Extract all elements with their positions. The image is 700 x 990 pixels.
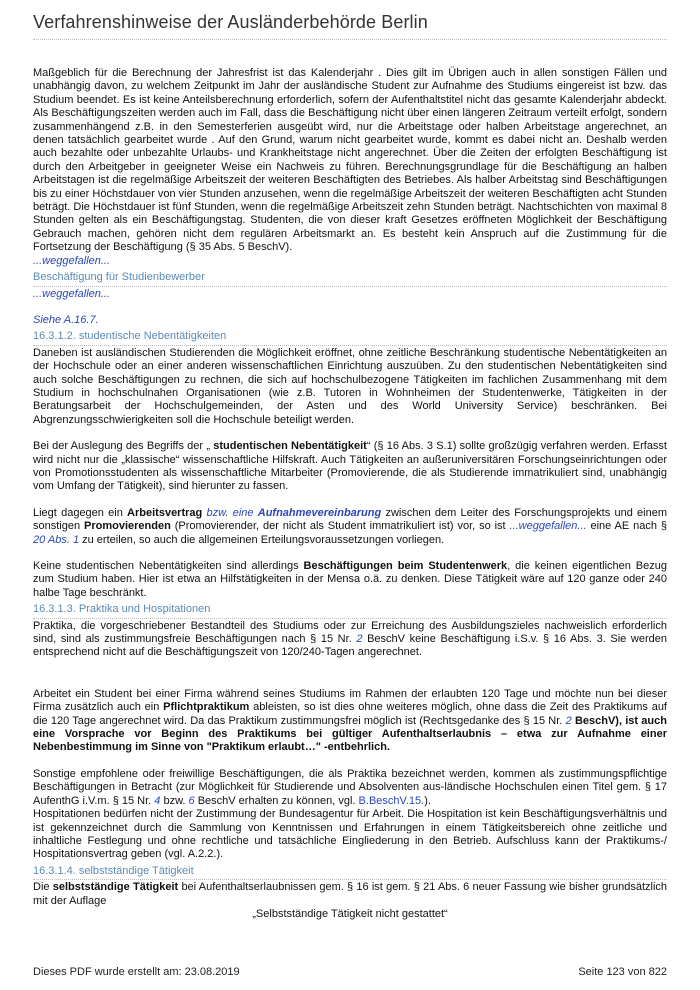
paragraph-studentenwerk: Keine studentischen Nebentätigkeiten sind allerdings Beschäftigungen beim Studentenwerk, die keinen eigentlichen Bezug zum Studium haben. Hier ist etwa an Hilfstätigkeiten in der Mensa o.ä. zu denken. Diese Tätigkeit wäre auf 120 ganze oder 240 halbe Tage beschränkt. — [33, 560, 667, 599]
nr-2-link[interactable]: 2 — [356, 633, 363, 646]
document-body — [33, 67, 667, 921]
paragraph-arbeitsvertrag: Liegt dagegen ein Arbeitsvertrag bzw. eine Aufnahmevereinbarung zwischen dem Leiter des Forschungsprojekts und einem sonstigen Promovierenden (Promovierender, der nicht als Student immatrikuliert ist) vor, so ist ...weggefallen... eine AE nach § 20 Abs. 1 zu erteilen, so auch die allgemeinen Erteilungsvoraussetzungen vorliegen. — [33, 506, 667, 546]
nr-2-link[interactable]: 2 — [565, 714, 572, 727]
bold-term: Pflichtpraktikum — [163, 701, 250, 714]
nr-4-link[interactable]: 4 — [154, 794, 161, 807]
weggefallen-link[interactable]: ...weggefallen... — [33, 287, 111, 300]
bold-term: Arbeitsvertrag — [127, 506, 203, 519]
section-20-link[interactable]: 20 Abs. 1 — [33, 533, 80, 546]
paragraph-nebentaetigkeiten: Daneben ist ausländischen Studierenden die Möglichkeit eröffnet, ohne zeitliche Beschränkung studentische Nebentätigkeiten an der Hochschule oder an einer anderen wissenschaftlichen Einrichtung auszuüben. Zu den studentischen Nebentätigkeiten sind auch solche Beschäftigungen zu rechnen, die sich auf hochschulbezogene Tätigkeiten im fachlichen Zusammenhang mit dem Studium in hochschulnahen Organisationen (wie z.B. Tutoren in Wohnheimen der Studentenwerke, Tätigkeiten in der Beratungsarbeit der Hochschulgemeinden, der Asten und des World University Service) beschränken. Bei Abgrenzungsschwierigkeiten soll die Hochschule beteiligt werden. — [33, 346, 667, 426]
bold-term: studentischen Nebentätigkeit — [213, 440, 367, 453]
paragraph-sonstige-praktika: Sonstige empfohlene oder freiwillige Beschäftigungen, die als Praktika bezeichnet werden, kommen als zustimmungspflichtige Beschäftigungen in Betracht (zur Möglichkeit für Studierende und Absolventen aus-ländische Hochschulen einen Titel gem. § 17 AufenthG i.V.m. § 15 Nr. 4 bzw. 6 BeschV erhalten zu können, vgl. B.BeschV.15.). — [33, 767, 667, 807]
section-heading-16-3-1-4: 16.3.1.4. selbstständige Tätigkeit — [33, 865, 667, 880]
bold-sentence: BeschV), ist auch eine Vorsprache vor Beginn des Praktikums bei gültiger Aufenthaltserlaubnis – etwa zur Aufnahme einer Nebenbestimmung im Sinne von "Praktikum erlaubt…" -entbehrlich. — [33, 714, 667, 754]
aufnahmevereinbarung-term: Aufnahmevereinbarung — [257, 506, 382, 519]
page-title: Verfahrenshinweise der Ausländerbehörde Berlin — [33, 12, 667, 40]
bold-term: Beschäftigungen beim Studentenwerk — [303, 560, 508, 572]
paragraph-selbststaendig: Die selbstständige Tätigkeit bei Aufenthaltserlaubnissen gem. § 16 ist gem. § 21 Abs. 6 neuer Fassung wie bisher grundsätzlich mit der Auflage — [33, 881, 668, 907]
paragraph-auslegung: Bei der Auslegung des Begriffs der „ studentischen Nebentätigkeit“ (§ 16 Abs. 3 S.1) sollte großzügig verfahren werden. Erfasst wird nicht nur die „klassische“ wissenschaftliche Hilfskraft. Auch Tätigkeiten an außeruniversitären Forschungseinrichtungen oder von Promotionsstudenten als wissenschaftliche Mitarbeiter (Promovierende, die als Studierende immatrikuliert sind, unabhängig vom Umfang der Tätigkeit), sind hierunter zu fassen. — [33, 440, 667, 493]
page-number: Seite 123 von 822 — [578, 966, 667, 978]
weggefallen-link[interactable]: ...weggefallen... — [509, 520, 587, 533]
bold-term: Promovierenden — [83, 520, 171, 533]
section-heading-16-3-1-2: 16.3.1.2. studentische Nebentätigkeiten — [33, 330, 667, 345]
bold-term: selbstständige Tätigkeit — [52, 881, 179, 894]
siehe-link[interactable]: Siehe A.16.7. — [33, 313, 99, 326]
inserted-text: bzw. eine — [202, 506, 258, 519]
quote-auflage: „Selbstständige Tätigkeit nicht gestattet“ — [252, 907, 448, 920]
beschv-15-link[interactable]: B.BeschV.15. — [358, 794, 425, 807]
section-heading-studienbewerber: Beschäftigung für Studienbewerber — [33, 271, 667, 286]
paragraph-pflichtpraktikum: Arbeitet ein Student bei einer Firma während seines Studiums im Rahmen der erlaubten 120 Tage und möchte nun bei dieser Firma zusätzlich auch ein Pflichtpraktikum ableisten, so ist dies ohne weiteres möglich, ohne dass die Zeit des Praktikums auf die 120 Tage angerechnet wird. Da das Praktikum zustimmungsfrei möglich ist (Rechtsgedanke des § 15 Nr. 2 BeschV), ist auch eine Vorsprache vor Beginn des Praktikums bei gültiger Aufenthaltserlaubnis – etwa zur Aufnahme einer Nebenbestimmung im Sinne von "Praktikum erlaubt…" -entbehrlich. — [33, 687, 667, 754]
paragraph-praktika: Praktika, die vorgeschriebener Bestandteil des Studiums oder zur Erreichung des Ausbildungszieles nachweislich erforderlich sind, sind als zustimmungsfreie Beschäftigungen nach § 15 Nr. 2 BeschV keine Beschäftigung i.S.v. § 16 Abs. 3. Sie werden entsprechend nicht auf die Beschäftigungszeit von 120/240-Tagen angerechnet. — [33, 619, 667, 659]
section-heading-16-3-1-3: 16.3.1.3. Praktika und Hospitationen — [33, 603, 667, 618]
nr-6-link[interactable]: 6 — [188, 794, 195, 807]
paragraph-jahresfrist: Maßgeblich für die Berechnung der Jahresfrist ist das Kalenderjahr . Dies gilt im Übrigen auch in allen sonstigen Fällen und unabhängig davon, zu welchem Zeitpunkt im Jahr der ausländische Student zur Aufnahme des Studiums eingereist ist bzw. das Studium beendet. Es ist keine Anteilsberechnung erforderlich, sofern der Aufenthaltstitel nicht das gesamte Kalenderjahr abdeckt. Als Beschäftigungszeiten werden auch im Fall, dass die Beschäftigung nicht über einen längeren Zeitraum verteilt erfolgt, sondern zusammenhängend z.B. in den Semesterferien ausgeübt wird, nur die Arbeitstage oder halben Arbeitstage angerechnet, an denen tatsächlich gearbeitet wurde . Auf den Grund, warum nicht gearbeitet wurde, kommt es dabei nicht an. Deshalb werden auch bezahlte oder unbezahlte Urlaubs- und Krankheitstage nicht angerechnet. Über die Zeiten der erfolgten Beschäftigung ist durch den Arbeitgeber in geeigneter Weise ein Nachweis zu führen. Berechnungsgrundlage für die Beschäftigung an halben Arbeitstagen ist die regelmäßige Arbeitszeit der weiteren Beschäftigten des Betriebes. Als halber Arbeitstag sind Beschäftigungen bis zu einer Höchstdauer von vier Stunden anzusehen, wenn die regelmäßige Arbeitszeit der weiteren Beschäftigten acht Stunden beträgt. Die Höchstdauer ist fünf Stunden, wenn die regelmäßige Arbeitszeit zehn Stunden beträgt. Nachtschichten von maximal 8 Stunden gelten als ein Beschäftigungstag. Studenten, die von dieser kraft Gesetzes eröffneten Möglichkeit der Beschäftigung Gebrauch machen, gehören nicht dem regulären Arbeitsmarkt an. Es besteht kein Anspruch auf die Zustimmung für die Fortsetzung der Beschäftigung (§ 35 Abs. 5 BeschV). — [33, 67, 667, 254]
created-date: Dieses PDF wurde erstellt am: 23.08.2019 — [33, 966, 240, 978]
page-footer — [33, 966, 667, 978]
paragraph-hospitationen: Hospitationen bedürfen nicht der Zustimmung der Bundesagentur für Arbeit. Die Hospitation ist kein Beschäftigungsverhältnis und ist gekennzeichnet durch die Sammlung von Kenntnissen und Erfahrungen in einem Tätigkeitsbereich ohne zeitliche und inhaltliche Festlegung und ohne rechtliche und tatsächliche Eingliederung in den Betrieb. Aufschluss kann der Praktikums-/ Hospitationsvertrag geben (vgl. A.2.2.). — [33, 808, 667, 861]
weggefallen-link[interactable]: ...weggefallen... — [33, 254, 111, 267]
